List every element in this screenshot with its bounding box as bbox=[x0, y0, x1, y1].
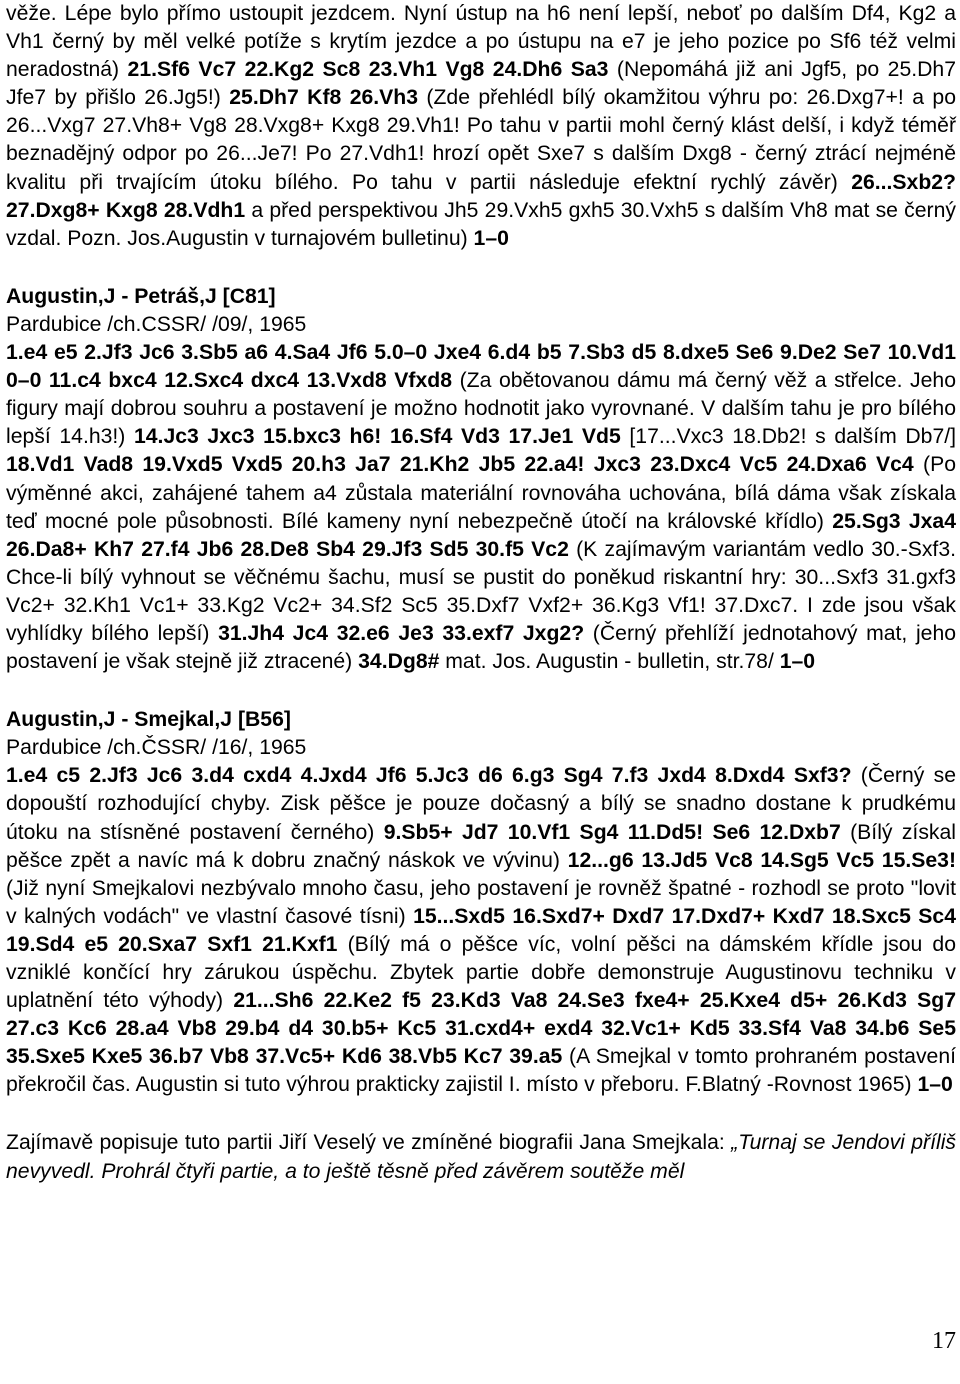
closing-paragraph bbox=[6, 1129, 956, 1185]
document-page bbox=[6, 0, 956, 1186]
game2-header: Augustin,J - Smejkal,J [B56] bbox=[6, 708, 291, 732]
comment-text: (Za obětovanou dámu má černý věž a střelce. Jeho figury mají dobrou souhru a postavení je možno hodnotit jako vyrovnané. V dalším tahu je pro bílého lepší 14.h3!) bbox=[6, 369, 956, 449]
comment-text: (Černý se dopouští rozhodující chyby. Zisk pěšce je pouze dočasný a bílý se snadno dostane k prudkému útoku na stísněné postavení černého) bbox=[6, 764, 956, 844]
game1-header: Augustin,J - Petráš,J [C81] bbox=[6, 284, 276, 308]
move-text: 31.Jh4 Jc4 32.e6 Je3 33.exf7 Jxg2? bbox=[218, 621, 585, 645]
move-text: 21.Sf6 Vc7 22.Kg2 Sc8 23.Vh1 Vg8 24.Dh6 Sa3 bbox=[127, 58, 609, 82]
comment-text: (A Smejkal v tomto prohraném postavení překročil čas. Augustin si tuto výhrou prakticky zajistil I. místo v přeboru. F.Blatný -Rovnost 1965) bbox=[6, 1045, 957, 1097]
move-text: 1–0 bbox=[779, 650, 816, 674]
move-text: 1–0 bbox=[473, 226, 509, 250]
game1-event: Pardubice /ch.CSSR/ /09/, 1965 bbox=[6, 312, 307, 336]
game1-moves bbox=[6, 339, 956, 676]
move-text: 1.e4 e5 2.Jf3 Jc6 3.Sb5 a6 4.Sa4 Jf6 5.0–0 Jxe4 6.d4 b5 7.Sb3 d5 8.dxe5 Se6 9.De2 Se7 10.Vd1 0–0 11.c4 bxc4 12.Sxc4 dxc4 13.Vxd8 Vfxd8 bbox=[6, 341, 956, 393]
comment-text: (Zde přehlédl bílý okamžitou výhru po: 26.Dxg7+! a po 26...Vxg7 27.Vh8+ Vg8 28.Vxg8+ Kxg8 29.Vh1! Po tahu v partii mohl černý klást delší, i když téměř beznadějný odpor po 26...Je7! Po 27.Vdh1! hrozí opět Sxe7 s dalším Dxg8 - černý ztrácí nejméně kvalitu při trvajícím útoku bílého. Po tahu v partii následuje efektní rychlý závěr) bbox=[6, 86, 956, 194]
comment-text: a před perspektivou Jh5 29.Vxh5 gxh5 30.Vxh5 s dalším Vh8 mat se černý vzdal. Pozn. Jos.Augustin v turnajovém bulletinu) bbox=[6, 198, 956, 250]
comment-text: mat. Jos. Augustin - bulletin, str.78/ bbox=[439, 650, 780, 674]
move-text: 18.Vd1 Vad8 19.Vxd5 Vxd5 20.h3 Ja7 21.Kh2 Jb5 22.a4! Jxc3 23.Dxc4 Vc5 24.Dxa6 Vc4 bbox=[6, 453, 914, 477]
closing-plain: Zajímavě popisuje tuto partii Jiří Veselý ve zmíněné biografii Jana Smejkala: bbox=[6, 1131, 732, 1155]
comment-text: (K zajímavým variantám vedlo 30.-Sxf3. Chce-li bílý vyhnout se věčnému šachu, musí se pustit do poněkud riskantní hry: 30...Sxf3 31.gxf3 Vc2+ 32.Kh1 Vc1+ 33.Kg2 Vc2+ 34.Sf2 Sc5 35.Dxf7 Vxf2+ 36.Kg3 Vf1! 37.Dxc7. I zde jsou však vyhlídky bílého lepší) bbox=[6, 537, 956, 645]
intro-paragraph bbox=[6, 0, 956, 253]
move-text: 25.Sg3 Jxa4 26.Da8+ Kh7 27.f4 Jb6 28.De8 Sb4 29.Jf3 Sd5 30.f5 Vc2 bbox=[6, 509, 956, 561]
closing-quote: „Turnaj se Jendovi příliš nevyvedl. Prohrál čtyři partie, a to ještě těsně před závěrem soutěže měl bbox=[6, 1131, 957, 1183]
move-text: 34.Dg8# bbox=[358, 650, 440, 674]
comment-text: (Po výměnné akci, zahájené tahem a4 zůstala materiální rovnováha uchována, bílá dáma však získala teď mocné pole působnosti. Bílé kameny nyní nebezpečně útočí na královské křídlo) bbox=[6, 453, 956, 533]
game2-moves bbox=[6, 762, 956, 1099]
move-text: 12...g6 13.Jd5 Vc8 14.Sg5 Vc5 15.Se3! bbox=[567, 848, 956, 872]
move-text: 15...Sxd5 16.Sxd7+ Dxd7 17.Dxd7+ Kxd7 18.Sxc5 Sc4 19.Sd4 e5 20.Sxa7 Sxf1 21.Kxf1 bbox=[6, 904, 956, 956]
comment-text: (Nepomáhá již ani Jgf5, po 25.Dh7 Jfe7 by přišlo 26.Jg5!) bbox=[6, 58, 956, 110]
comment-text: (Již nyní Smejkalovi nezbývalo mnoho času, jeho postavení je rovněž špatné - rozhodl se proto "lovit v kalných vodách" ve vlastní časové tísni) bbox=[6, 876, 956, 928]
move-text: 26...Sxb2? 27.Dxg8+ Kxg8 28.Vdh1 bbox=[6, 170, 956, 222]
comment-text: (Černý přehlíží jednotahový mat, jeho postavení je však stejně již ztracené) bbox=[6, 621, 957, 674]
move-text: 9.Sb5+ Jd7 10.Vf1 Sg4 11.Dd5! Se6 12.Dxb7 bbox=[383, 820, 841, 844]
comment-text: [17...Vxc3 18.Db2! s dalším Db7/] bbox=[620, 425, 956, 449]
move-text: 1.e4 c5 2.Jf3 Jc6 3.d4 cxd4 4.Jxd4 Jf6 5.Jc3 d6 6.g3 Sg4 7.f3 Jxd4 8.Dxd4 Sxf3? bbox=[6, 764, 852, 788]
move-text: 25.Dh7 Kf8 26.Vh3 bbox=[229, 86, 419, 110]
game2-event: Pardubice /ch.ČSSR/ /16/, 1965 bbox=[6, 736, 307, 760]
comment-text: (Bílý má o pěšce víc, volní pěšci na dámském křídle jsou do vzniklé končící hry zárukou úspěchu. Zbytek partie dobře demonstruje Augustinovu techniku v uplatnění této výhody) bbox=[6, 932, 956, 1013]
move-text: 1–0 bbox=[917, 1073, 953, 1097]
page-number: 17 bbox=[932, 1328, 956, 1354]
move-text: 14.Jc3 Jxc3 15.bxc3 h6! 16.Sf4 Vd3 17.Je1 Vd5 bbox=[133, 425, 621, 449]
comment-text: (Bílý získal pěšce zpět a navíc má k dobru značný náskok ve vývinu) bbox=[6, 820, 956, 872]
move-text: 21...Sh6 22.Ke2 f5 23.Kd3 Va8 24.Se3 fxe4+ 25.Kxe4 d5+ 26.Kd3 Sg7 27.c3 Kc6 28.a4 Vb8 29.b4 d4 30.b5+ Kc5 31.cxd4+ exd4 32.Vc1+ Kd5 33.Sf4 Va8 34.b6 Se5 35.Sxe5 Kxe5 36.b7 Vb8 37.Vc5+ Kd6 38.Vb5 Kc7 39.a5 bbox=[6, 989, 957, 1069]
comment-text: věže. Lépe bylo přímo ustoupit jezdcem. Nyní ústup na h6 není lepší, neboť po dalším Df4, Kg2 a Vh1 černý by měl velké potíže s krytím jezdce a po ústupu na e7 je jeho pozice po Sf6 též velmi neradostná) bbox=[6, 2, 956, 82]
